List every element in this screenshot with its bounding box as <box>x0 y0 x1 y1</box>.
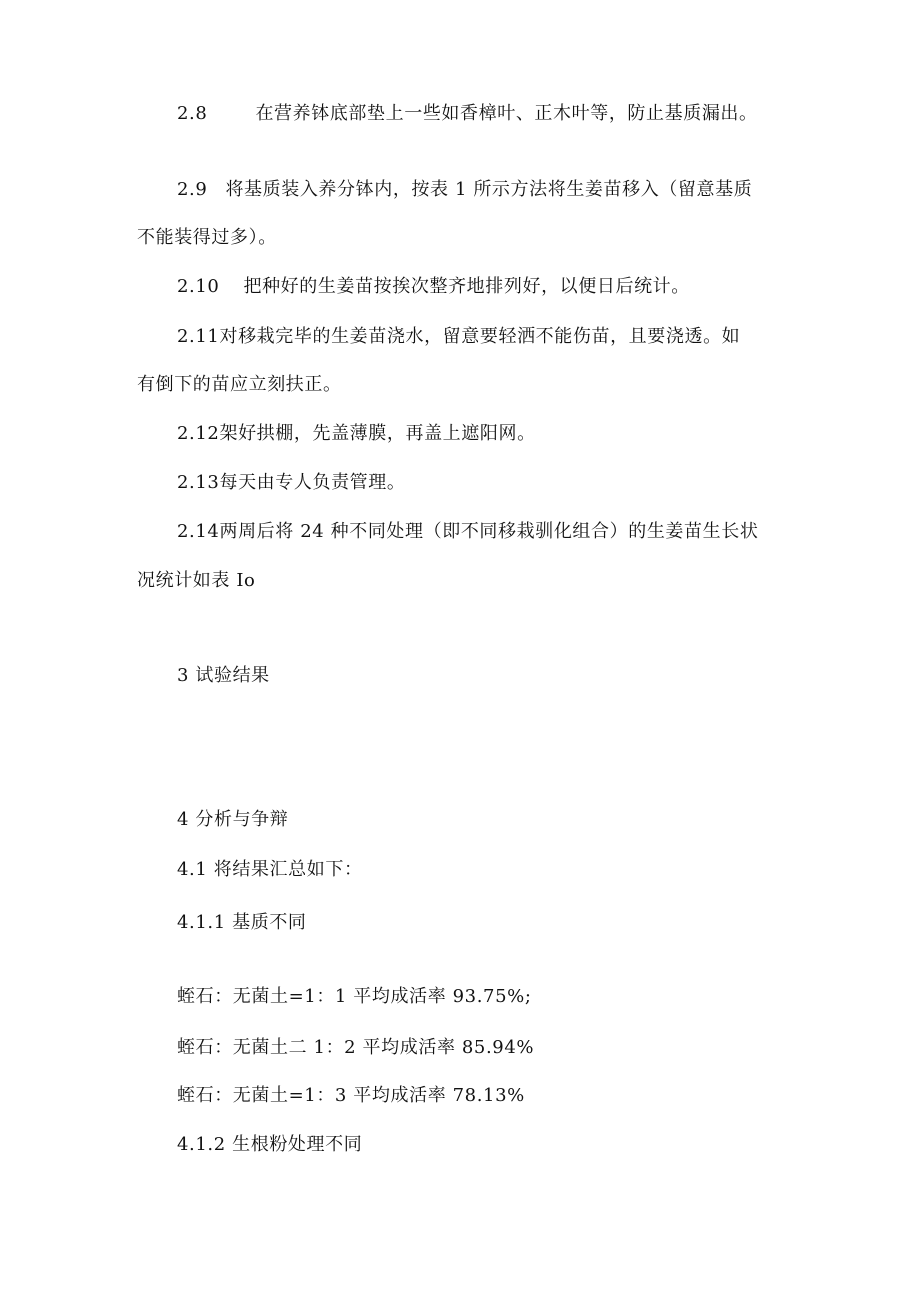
paragraph-2-10 <box>177 275 690 299</box>
subsection-4-1: 4.1 将结果汇总如下： <box>177 859 363 880</box>
result-line: 蛭石：无菌土二 1：2 平均成活率 85.94% <box>177 1037 535 1058</box>
item-text: 两周后将 24 种不同处理（即不同移栽驯化组合）的生姜苗生长状 <box>219 521 759 542</box>
item-number: 2.11 <box>177 326 220 347</box>
paragraph-2-11-continuation: 有倒下的苗应立刻扶正。 <box>137 374 342 395</box>
item-text: 对移栽完毕的生姜苗浇水，留意要轻洒不能伤苗，且要浇透。如 <box>219 326 741 347</box>
item-number: 2.9 <box>177 179 208 200</box>
item-number: 2.13 <box>177 472 220 493</box>
paragraph-2-14-continuation: 况统计如表 Io <box>137 570 256 591</box>
item-number: 2.12 <box>177 423 220 444</box>
paragraph-2-12 <box>177 422 536 446</box>
paragraph-2-14 <box>177 520 758 544</box>
item-text: 在营养钵底部垫上一些如香樟叶、正木叶等，防止基质漏出。 <box>255 103 758 124</box>
subsection-4-1-2: 4.1.2 生根粉处理不同 <box>177 1134 363 1155</box>
paragraph-2-13 <box>177 471 405 495</box>
subsection-4-1-1: 4.1.1 基质不同 <box>177 912 307 933</box>
item-text: 架好拱棚，先盖薄膜，再盖上遮阳网。 <box>219 423 536 444</box>
item-text: 把种好的生姜苗按挨次整齐地排列好，以便日后统计。 <box>243 276 690 297</box>
section-heading-3: 3 试验结果 <box>177 665 270 686</box>
item-number: 2.8 <box>177 103 208 124</box>
paragraph-2-8 <box>177 102 758 126</box>
paragraph-2-9 <box>177 178 752 202</box>
result-line: 蛭石：无菌土=1：3 平均成活率 78.13% <box>177 1085 525 1106</box>
item-text: 每天由专人负责管理。 <box>219 472 406 493</box>
result-line: 蛭石：无菌土=1：1 平均成活率 93.75%; <box>177 986 532 1007</box>
section-heading-4: 4 分析与争辩 <box>177 809 289 830</box>
item-number: 2.14 <box>177 521 220 542</box>
item-number: 2.10 <box>177 276 220 297</box>
paragraph-2-11 <box>177 325 740 349</box>
item-text: 将基质装入养分钵内，按表 1 所示方法将生姜苗移入（留意基质 <box>225 179 753 200</box>
paragraph-2-9-continuation: 不能装得过多）。 <box>137 227 277 248</box>
